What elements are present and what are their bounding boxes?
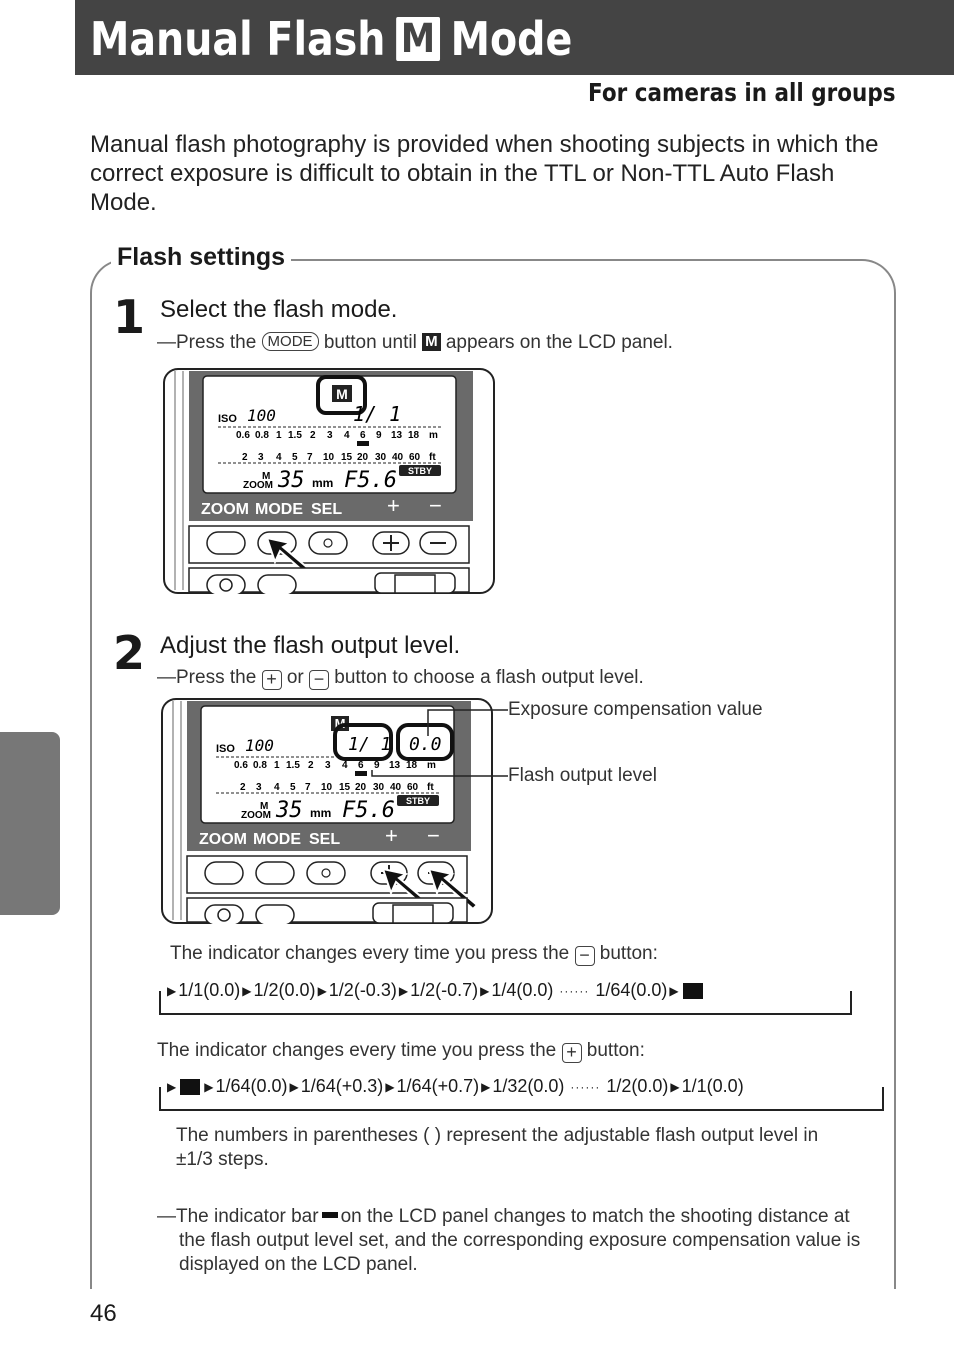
distance-indicator-bar	[357, 441, 369, 446]
lcd2-aperture: F5.6	[342, 798, 395, 823]
lcd-zoom-label: ZOOM	[243, 480, 273, 491]
label-mode: MODE	[255, 501, 303, 518]
ft-scale-2: 4	[276, 452, 282, 463]
m-scale-7: 6	[360, 430, 366, 441]
minus-seq-label-post: button:	[599, 943, 658, 964]
minus-sequence: ▶ 1/1(0.0) ▶ 1/2(0.0) ▶ 1/2(-0.3) ▶ 1/2(-0.7) ▶ 1/4(0.0) ······ 1/64(0.0) ▶	[165, 980, 705, 1001]
ft-scale-1: 3	[258, 452, 264, 463]
plus-sequence-label	[157, 1040, 645, 1063]
lcd-m-indicator: M	[336, 386, 348, 402]
flash-panel-step1	[163, 368, 495, 594]
m2-scale-10: 18	[406, 760, 418, 771]
m-scale-9: 13	[391, 430, 403, 441]
lcd2-zoom-value: 35	[276, 798, 303, 823]
lcd-zoom-unit: mm	[312, 476, 334, 490]
ft2-scale-5: 10	[321, 782, 333, 793]
step1-number: 1	[113, 290, 146, 344]
m2-scale-2: 1	[274, 760, 280, 771]
title-part1: Manual Flash	[90, 12, 386, 66]
note-parentheses: The numbers in parentheses ( ) represent the adjustable flash output level in ±1/3 steps.	[176, 1125, 819, 1170]
m-scale-10: 18	[408, 430, 420, 441]
sel-button[interactable]	[309, 532, 347, 554]
minus-sequence-label	[170, 943, 658, 966]
step1-title: Select the flash mode.	[160, 296, 398, 323]
minus-seq-dots: ······	[559, 983, 590, 998]
m-scale-1: 0.8	[255, 430, 269, 441]
ft-scale-6: 15	[341, 452, 353, 463]
m2-scale-5: 3	[325, 760, 331, 771]
label-sel: SEL	[311, 501, 343, 518]
plus-seq-dots: ······	[570, 1079, 601, 1094]
minus-seq-item-1: 1/2(0.0)	[253, 980, 316, 1000]
m2-scale-8: 9	[374, 760, 380, 771]
m2-scale-9: 13	[389, 760, 401, 771]
step1-desc-pre: —Press the	[157, 332, 257, 353]
section-label: Flash settings	[111, 243, 291, 272]
m-scale-2: 1	[276, 430, 282, 441]
label2-zoom: ZOOM	[199, 831, 247, 848]
lcd-zoom-m: M	[262, 471, 271, 482]
minus-seq-key-icon: −	[575, 946, 595, 966]
minus-seq-item-3: 1/2(-0.7)	[410, 980, 479, 1000]
ft2-scale-3: 5	[290, 782, 296, 793]
ft2-unit: ft	[427, 782, 434, 793]
m-unit: m	[429, 430, 438, 441]
ft2-scale-0: 2	[240, 782, 246, 793]
step2-number: 2	[113, 626, 146, 680]
ft-scale-5: 10	[323, 452, 335, 463]
label-plus: +	[387, 493, 400, 518]
lcd2-comp-value: 0.0	[409, 734, 442, 755]
m-scale-0: 0.6	[236, 430, 250, 441]
mode-key: MODE	[262, 332, 319, 351]
mode-button-2[interactable]	[256, 862, 294, 884]
zoom-button[interactable]	[207, 532, 245, 554]
plus-seq-after-0: 1/2(0.0)	[606, 1076, 669, 1096]
plus-seq-after-1: 1/1(0.0)	[681, 1076, 744, 1096]
lcd2-iso-label: ISO	[216, 743, 235, 755]
title-part2: Mode	[450, 12, 573, 66]
step2-desc-pre: —Press the	[157, 667, 257, 688]
ft-scale-8: 30	[375, 452, 387, 463]
lcd-zoom-value: 35	[278, 468, 305, 493]
step1-desc-post: appears on the LCD panel.	[445, 332, 673, 353]
lcd-aperture: F5.6	[344, 468, 397, 493]
step2-title: Adjust the flash output level.	[160, 632, 461, 659]
lcd2-stby: STBY	[405, 796, 431, 806]
lcd-iso-label: ISO	[218, 413, 237, 425]
lcd2-zoom-unit: mm	[310, 806, 332, 820]
zoom-button-2[interactable]	[205, 862, 243, 884]
ft-unit: ft	[429, 452, 436, 463]
m-scale-5: 3	[327, 430, 333, 441]
m-scale-4: 2	[310, 430, 316, 441]
note-indicator-bar	[157, 1205, 877, 1277]
minus-seq-item-2: 1/2(-0.3)	[328, 980, 397, 1000]
minus-seq-label-pre: The indicator changes every time you press the	[170, 943, 570, 964]
m2-scale-4: 2	[308, 760, 314, 771]
ft-scale-7: 20	[357, 452, 369, 463]
plus-key-icon: +	[262, 670, 282, 690]
subtitle: For cameras in all groups	[588, 78, 896, 107]
plus-sequence: ▶ ▶ 1/64(0.0) ▶ 1/64(+0.3) ▶ 1/64(+0.7) ▶ 1/32(0.0) ······ 1/2(0.0) ▶ 1/1(0.0)	[167, 1076, 744, 1096]
step2-desc	[157, 667, 644, 690]
callout-exposure: Exposure compensation value	[508, 699, 763, 720]
plus-seq-key-icon: +	[562, 1043, 582, 1063]
minus-seq-item-0: 1/1(0.0)	[178, 980, 241, 1000]
label2-plus: +	[385, 823, 398, 848]
ft-scale-9: 40	[392, 452, 404, 463]
minus-key-icon: −	[309, 670, 329, 690]
m2-scale-3: 1.5	[286, 760, 300, 771]
plus-seq-item-1: 1/64(+0.3)	[300, 1076, 384, 1096]
label2-mode: MODE	[253, 831, 301, 848]
indicator-bar-icon	[322, 1212, 338, 1218]
m2-scale-6: 4	[342, 760, 348, 771]
lcd2-zoom-label: ZOOM	[241, 810, 271, 821]
minus-seq-item-4: 1/4(0.0)	[491, 980, 554, 1000]
callout-output: Flash output level	[508, 765, 657, 786]
lcd2-iso-value: 100	[245, 736, 274, 755]
ft2-scale-7: 20	[355, 782, 367, 793]
ft2-scale-8: 30	[373, 782, 385, 793]
note2-post: on the LCD panel changes to match the shooting distance at the flash output level set, and the corresponding exposure compensation value is displayed on the LCD panel.	[179, 1206, 861, 1275]
ft2-scale-9: 40	[390, 782, 402, 793]
note2-pre: —The indicator bar	[157, 1206, 319, 1227]
lcd2-zoom-m: M	[260, 801, 269, 812]
label2-sel: SEL	[309, 831, 341, 848]
page-title	[90, 12, 572, 66]
plus-seq-item-2: 1/64(+0.7)	[396, 1076, 480, 1096]
ft2-scale-6: 15	[339, 782, 351, 793]
ft-scale-4: 7	[307, 452, 313, 463]
label2-minus: −	[427, 823, 440, 848]
plus-seq-item-0: 1/64(0.0)	[215, 1076, 288, 1096]
label-zoom: ZOOM	[201, 501, 249, 518]
lcd-stby: STBY	[407, 466, 433, 476]
ft2-scale-1: 3	[256, 782, 262, 793]
ft-scale-3: 5	[292, 452, 298, 463]
m2-scale-1: 0.8	[253, 760, 267, 771]
m2-scale-7: 6	[358, 760, 364, 771]
side-tab	[0, 732, 60, 915]
ft2-scale-2: 4	[274, 782, 280, 793]
ft-scale-0: 2	[242, 452, 248, 463]
title-mode-letter: M	[396, 17, 441, 61]
m-mode-icon: M	[422, 333, 441, 351]
callout-lines	[360, 700, 510, 790]
lcd2-m-indicator: M	[334, 716, 346, 731]
m-scale-3: 1.5	[288, 430, 302, 441]
step2-desc-post: button to choose a flash output level.	[334, 667, 644, 688]
label-minus: −	[429, 493, 442, 518]
m2-scale-0: 0.6	[234, 760, 248, 771]
minus-seq-after-0: 1/64(0.0)	[595, 980, 668, 1000]
flash-off-block-icon	[683, 983, 703, 999]
ft-scale-10: 60	[409, 452, 421, 463]
plus-seq-item-3: 1/32(0.0)	[492, 1076, 565, 1096]
plus-seq-label-post: button:	[586, 1040, 645, 1061]
lcd-output-value: 1/ 1	[353, 402, 402, 426]
step2-desc-or: or	[286, 667, 304, 688]
flash-off-block-icon-2	[180, 1079, 200, 1095]
sel-button-2[interactable]	[307, 862, 345, 884]
step1-desc	[157, 332, 673, 354]
m-scale-8: 9	[376, 430, 382, 441]
intro-paragraph: Manual flash photography is provided when shooting subjects in which the correct exposure is difficult to obtain in the TTL or Non-TTL Auto Flash Mode.	[90, 131, 879, 216]
ft2-scale-10: 60	[407, 782, 419, 793]
lcd2-output-value: 1/ 1	[348, 734, 392, 755]
lcd-iso-value: 100	[247, 406, 276, 425]
page-number: 46	[90, 1300, 117, 1327]
m-scale-6: 4	[344, 430, 350, 441]
m2-unit: m	[427, 760, 436, 771]
step1-desc-mid: button until	[323, 332, 417, 353]
ft2-scale-4: 7	[305, 782, 311, 793]
plus-seq-label-pre: The indicator changes every time you press the	[157, 1040, 557, 1061]
